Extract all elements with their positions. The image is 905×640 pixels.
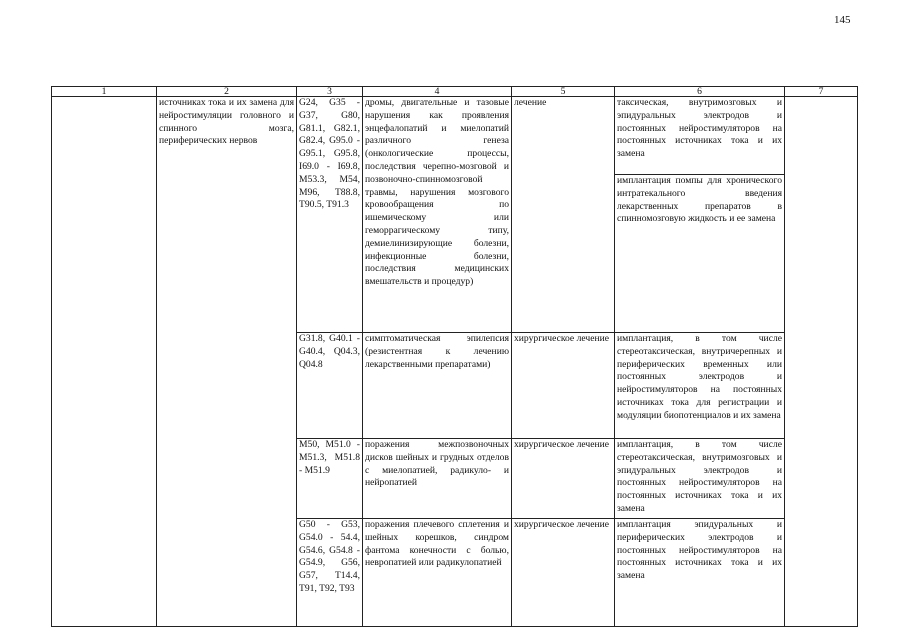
icd-codes-cell: G31.8, G40.1 - G40.4, Q04.3, Q04.8 [297,333,363,439]
method-cell: имплантация, в том числе стереотаксическая, внутричерепных и периферических временных или постоянных электродов и нейростимуляторов на постоянных источниках тока для регистрации и модуляции биопотенциалов и их замена [615,333,785,439]
column-number-6: 6 [615,87,785,97]
method-cell: имплантация, в том числе стереотаксическая, внутримозговых и эпидуральных электродов и постоянных нейростимуляторов на постоянных источниках тока и их замена [615,439,785,519]
diagnosis-cell: поражения межпозвоночных дисков шейных и грудных отделов с миелопатией, радикуло- и нейропатией [363,439,512,519]
col7-cell [785,97,858,627]
treatment-cell: хирургическое лечение [512,439,615,519]
procedure-group-cell: источниках тока и их замена для нейростимуляции головного и спинного мозга, периферических нервов [157,97,297,627]
method-cell: таксическая, внутримозговых и эпидуральных электродов и постоянных нейростимуляторов на постоянных источниках тока и их замена [615,97,785,175]
treatment-cell: лечение [512,97,615,333]
method-cell: имплантация помпы для хронического интратекального введения лекарственных препаратов в спинномозговую жидкость и ее замена [615,175,785,333]
icd-codes-cell: G50 - G53, G54.0 - 54.4, G54.6, G54.8 - G54.9, G56, G57, T14.4, T91, T92, T93 [297,519,363,627]
icd-codes-cell: M50, M51.0 - M51.3, M51.8 - M51.9 [297,439,363,519]
diagnosis-cell: дромы, двигательные и тазовые нарушения как проявления энцефалопатий и миелопатий различного генеза (онкологические процессы, последствия черепно-мозговой и позвоночно-спинномозговой травмы, нарушения мозгового кровообращения по ишемическому или геморрагическому типу, демиелинизирующие болезни, инфекционные болезни, последствия медицинских вмешательств и процедур) [363,97,512,333]
column-number-1: 1 [52,87,157,97]
treatment-cell: хирургическое лечение [512,519,615,627]
column-number-4: 4 [363,87,512,97]
diagnosis-cell: симптоматическая эпилепсия (резистентная к лечению лекарственными препаратами) [363,333,512,439]
procedures-table [51,86,858,627]
col1-cell [52,97,157,627]
column-number-5: 5 [512,87,615,97]
column-number-2: 2 [157,87,297,97]
header-row [52,87,858,97]
icd-codes-cell: G24, G35 - G37, G80, G81.1, G82.1, G82.4, G95.0 - G95.1, G95.8, I69.0 - I69.8, M53.3, M54, M96, T88.8, T90.5, T91.3 [297,97,363,333]
column-number-3: 3 [297,87,363,97]
table-row [52,97,858,175]
diagnosis-cell: поражения плечевого сплетения и шейных корешков, синдром фантома конечности с болью, невропатией или радикулопатией [363,519,512,627]
page-number: 145 [834,14,851,26]
treatment-cell: хирургическое лечение [512,333,615,439]
method-cell: имплантация эпидуральных и периферических электродов и постоянных нейростимуляторов на постоянных источниках тока и их замена [615,519,785,627]
column-number-7: 7 [785,87,858,97]
